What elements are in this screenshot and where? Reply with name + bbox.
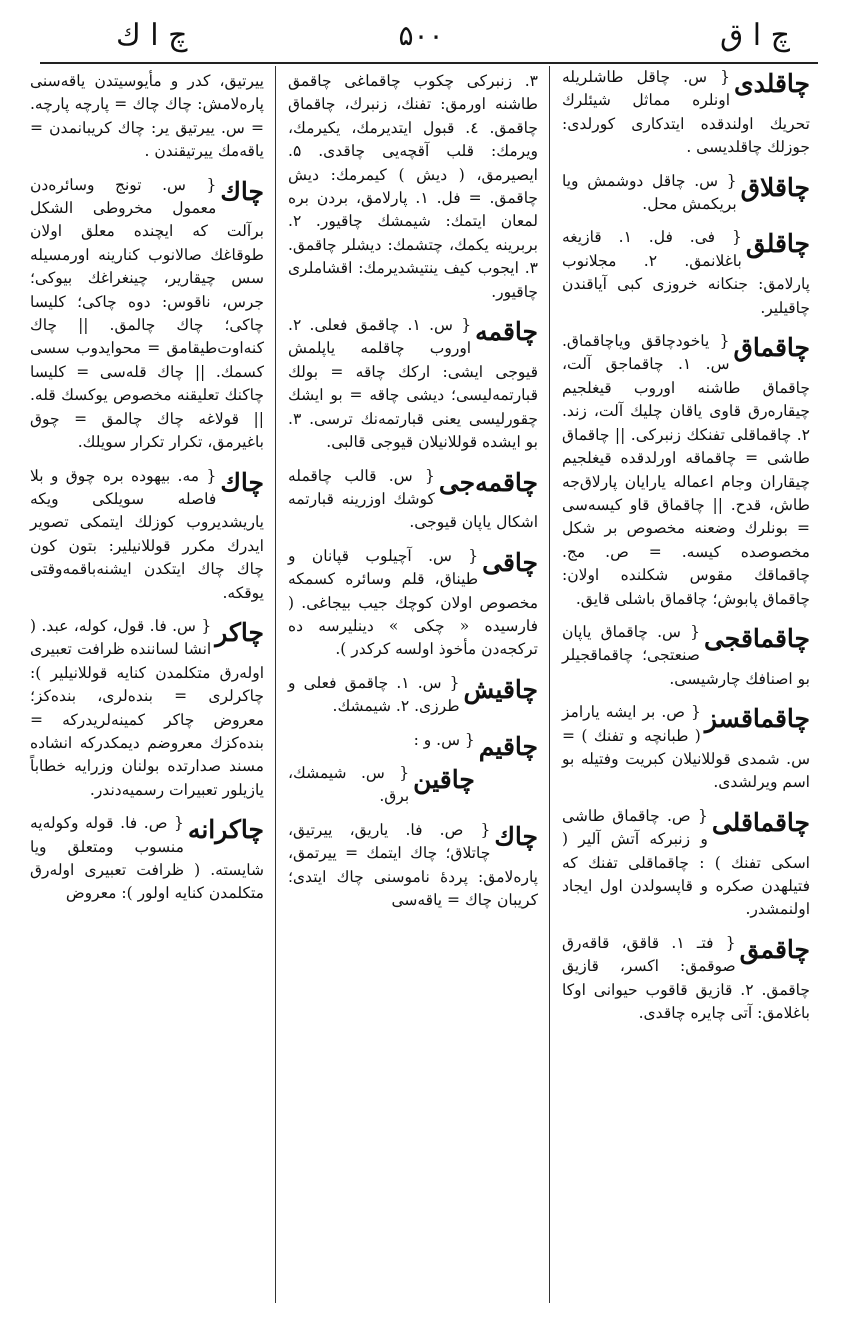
column-divider: [275, 66, 276, 1303]
dictionary-entry: [558, 170, 814, 217]
entry-headword: چاك: [494, 821, 538, 851]
entry-definition: { س. چاقل طاشلریله اونلره مماثل شیئلرك تحریك اولندقده ایتدكاری كورلدی: جوزلك چاقلدیسی .: [562, 68, 810, 157]
entry-definition: { ص. فا. یاریق، ییرتیق، چاتلاق؛ چاك ایتمك = ییرتمق، پاره‌لامق: پردهٔ ناموسنی چاك ایتدی؛ كریبان چاك = یاقه‌سی: [288, 820, 538, 909]
entry-definition: ییرتیق، كدر و مأیوسیتدن یاقه‌سنی پاره‌لامش: چاك چاك = پارچه پارچه. = س. ییرتیق یر: چاك كریبانمدن = یاقه‌مك ییرتیقندن .: [30, 72, 264, 161]
right-guide-word: چ ا ق: [719, 18, 790, 53]
entry-definition: { یاخودچاقق ویاچاقماق. س. ۱. چاقماجق آلت، چاقماق طاشنه اوروب قیغلجیم چیقاره‌رق قاوی یاقان چلیك آلت، زند. ۲. چاقماقلی تفنكك زنبركی. || چاقماق طاشی = چاقماقه اورلدقده قیغلجیم چیقاران وجام اعماله یارایان پارلاق‌جه طاش، قدح. || چاقماق قاو كیسه‌سی = بونلرك وضعنه مخصوص بر شكل مخصوصده كیسه. = ص. مج. چاقماقك مقوس شكلنده اولان: چاقماق پابوش؛ چاقماق باشلی قایق.: [562, 332, 810, 608]
entry-definition: { س. فا. قول، كوله، عبد. ( انشا لساننده ظرافت تعبیری اوله‌رق متكلمدن كنایه قوللانیلیر ): چاكرلری = بنده‌لری، بنده‌كز؛ معروض چاكر كمینه‌لریدركه = بنده‌كزك معروضم دیمكدركه انشاده مسند صدارتده بولنان وزرایه خطاباً یازیلور تعبیرات رسمیه‌دندر.: [30, 616, 264, 799]
column-middle: [284, 66, 542, 1303]
entry-headword: چاقیش: [463, 674, 538, 704]
entry-headword: چاقماقسز: [704, 704, 810, 734]
column-right: [558, 66, 814, 1303]
entry-definition: { فتـ ۱. قاقق، قاقه‌رق صوقمق: اكسر، قازیق چاقمق. ۲. قازیق قاقوب حیوانی اوكا باغلامق: آتی چایره چاقدی.: [562, 933, 810, 1023]
text-columns: [26, 66, 814, 1303]
dictionary-entry: [26, 465, 268, 605]
dictionary-entry: [558, 932, 814, 1026]
dictionary-entry: [558, 805, 814, 922]
dictionary-entry: [558, 66, 814, 160]
entry-definition: { س. آچیلوب قپانان و طیناق، قلم وسائره كسمكه مخصوص اولان كوچك جیب بیجاغی. ( فارسیده « چكی » دینلیرسه ده تركجه‌دن مأخوذ اولسه كركدر ).: [288, 546, 538, 659]
entry-headword: چاقلق: [745, 229, 810, 259]
column-left: [26, 66, 268, 1303]
page-number: ۵۰۰: [398, 19, 444, 52]
entry-headword: چاقمق: [739, 934, 810, 964]
entry-definition: { س. قالب چاقمله كوشك اوزرینه قبارتمه اشكال یاپان قیوجی.: [288, 466, 538, 532]
entry-headword: چاقلاق: [740, 172, 810, 202]
dictionary-entry: [558, 701, 814, 795]
dictionary-entry: [284, 465, 542, 535]
entry-headword: چاكرانه: [187, 815, 264, 845]
entry-definition: { مه. بیهوده بره چوق و بلا فاصله سویلكی ویكه یاریشدیروب كوزلك ایتمكی تصویر ایدرك مكرر قوللانیلیر: بتون كون چاك چاك ایتكدن ایشنه‌باقمه‌وقتی یوقكه.: [30, 466, 264, 602]
entry-definition: { ص. بر ایشه یارامز ( طبانچه و تفنك ) = س. شمدی قوللانیلان كبریت وفتیله بو اسم ویرلشدی.: [562, 703, 810, 792]
entry-headword: چاقیم: [478, 731, 538, 761]
entry-headword: چاكر: [215, 617, 264, 647]
dictionary-entry: [26, 615, 268, 802]
entry-definition: { س. تونج وسائره‌دن معمول مخروطی الشكل برآلت كه ایچنده معلق اولان طوقاغك صالانوب كنارینه اورمسیله سس چیقاریر، چینغراغك بیوكی؛ جرس، ناقوس: دوه چاكی؛ كلیسا چاكی؛ چاك چالمق. || چاك كنه‌اوت‌طیقامق = محوایدوب سسی كسمك. || چاك قله‌سی = كلیسا چاكنك تعلیقنه مخصوص یوكسك قله. || قولاغه چاك چالمق = چوق باغیرمق، تكرار تكرار سویلك.: [30, 175, 264, 452]
entry-headword: چاقماقجی: [703, 623, 810, 653]
entry-headword: چاقی: [482, 547, 538, 577]
dictionary-entry-continued: [284, 70, 542, 304]
entry-definition: { ص. چاقماق طاشی و زنبركه آتش آلیر ( اسكی تفنك ) : چاقماقلی تفنك كه فتیلهدن صكره و قاپسولدن اول ایجاد اولنمشدر.: [562, 806, 810, 919]
page-header: [14, 16, 828, 60]
entry-definition: { س. چاقماق یاپان صنعتجی؛ چاقماقجیلر بو اصنافك چارشیسی.: [562, 622, 810, 688]
header-rule: [40, 62, 818, 64]
dictionary-entry: [284, 672, 542, 719]
entry-definition: ۳. زنبركی چكوب چاقماغی چاقمق طاشنه اورمق: تفنك، زنبرك، چاقماق چاقمق. ٤. قبول ایتدیرمك، یكیرمك، ویرمك: قلب آقچه‌یی چاقدی. ۵. ایصیرمق، ( دیش ) كیمرمك: دیش چاقمق. = فل. ۱. پارلامق، بردن بره لمعان ایتمك: شیمشك چاقیور. ۲. بربرینه یكمك، چتشمك: دیشلر چاقمق. ۳. ایجوب كیف ینتیشدیرمك: اقشاملری چاقیور.: [288, 72, 538, 301]
dictionary-entry: [558, 226, 814, 320]
entry-definition: { ص. فا. قوله وكوله‌یه منسوب ومتعلق ویا شایسته. ( ظرافت تعبیری اوله‌رق متكلمدن كنایه اولور ): معروض: [30, 814, 264, 903]
entry-headword: چاقین: [413, 764, 475, 794]
entry-definition: { س. ۱. چاقمق فعلی و طرزی. ۲. شیمشك.: [288, 673, 460, 716]
entry-definition: { س. و :: [413, 730, 475, 749]
dictionary-entry: [284, 545, 542, 662]
entry-headword: چاك: [220, 176, 264, 206]
entry-definition: { فی. فل. ۱. قازیغه باغلانمق. ۲. مجلانوب پارلامق: جنكانه خروزی كبی آیاقندن چاقیلیر.: [562, 228, 810, 317]
dictionary-entry: [284, 762, 542, 809]
entry-headword: چاقماق: [733, 333, 810, 363]
entry-definition: { س. شیمشك، برق.: [288, 763, 410, 806]
entry-headword: چاقمه‌جی: [438, 467, 538, 497]
dictionary-entry: [26, 174, 268, 455]
entry-definition: { س. ۱. چاقمق فعلی. ۲. اوروب چاقلمه یاپلمش قیوجی ایشی: اركك چاقه = بولك قبارتمه‌لیسی؛ دیشی چاقه = بو ایشك چقورلیسی یعنی قبارتمه‌نك ترسی. ۳. بو ایشده قوللانیلان قیوجی قالبی.: [288, 316, 538, 452]
dictionary-entry: [558, 330, 814, 611]
entry-headword: چاقماقلی: [711, 807, 810, 837]
dictionary-entry: [284, 729, 542, 761]
entry-definition: { س. چاقل دوشمش ویا بریكمش محل.: [562, 171, 737, 214]
dictionary-entry: [26, 812, 268, 906]
left-guide-word: چ ا ك: [116, 18, 188, 53]
dictionary-entry: [558, 621, 814, 691]
dictionary-entry: [284, 819, 542, 913]
entry-headword: چاقمه: [475, 317, 538, 347]
entry-headword: چاك: [220, 467, 264, 497]
column-divider: [549, 66, 550, 1303]
dictionary-entry-continued: [26, 70, 268, 164]
entry-headword: چاقلدی: [734, 69, 810, 98]
dictionary-entry: [284, 314, 542, 454]
